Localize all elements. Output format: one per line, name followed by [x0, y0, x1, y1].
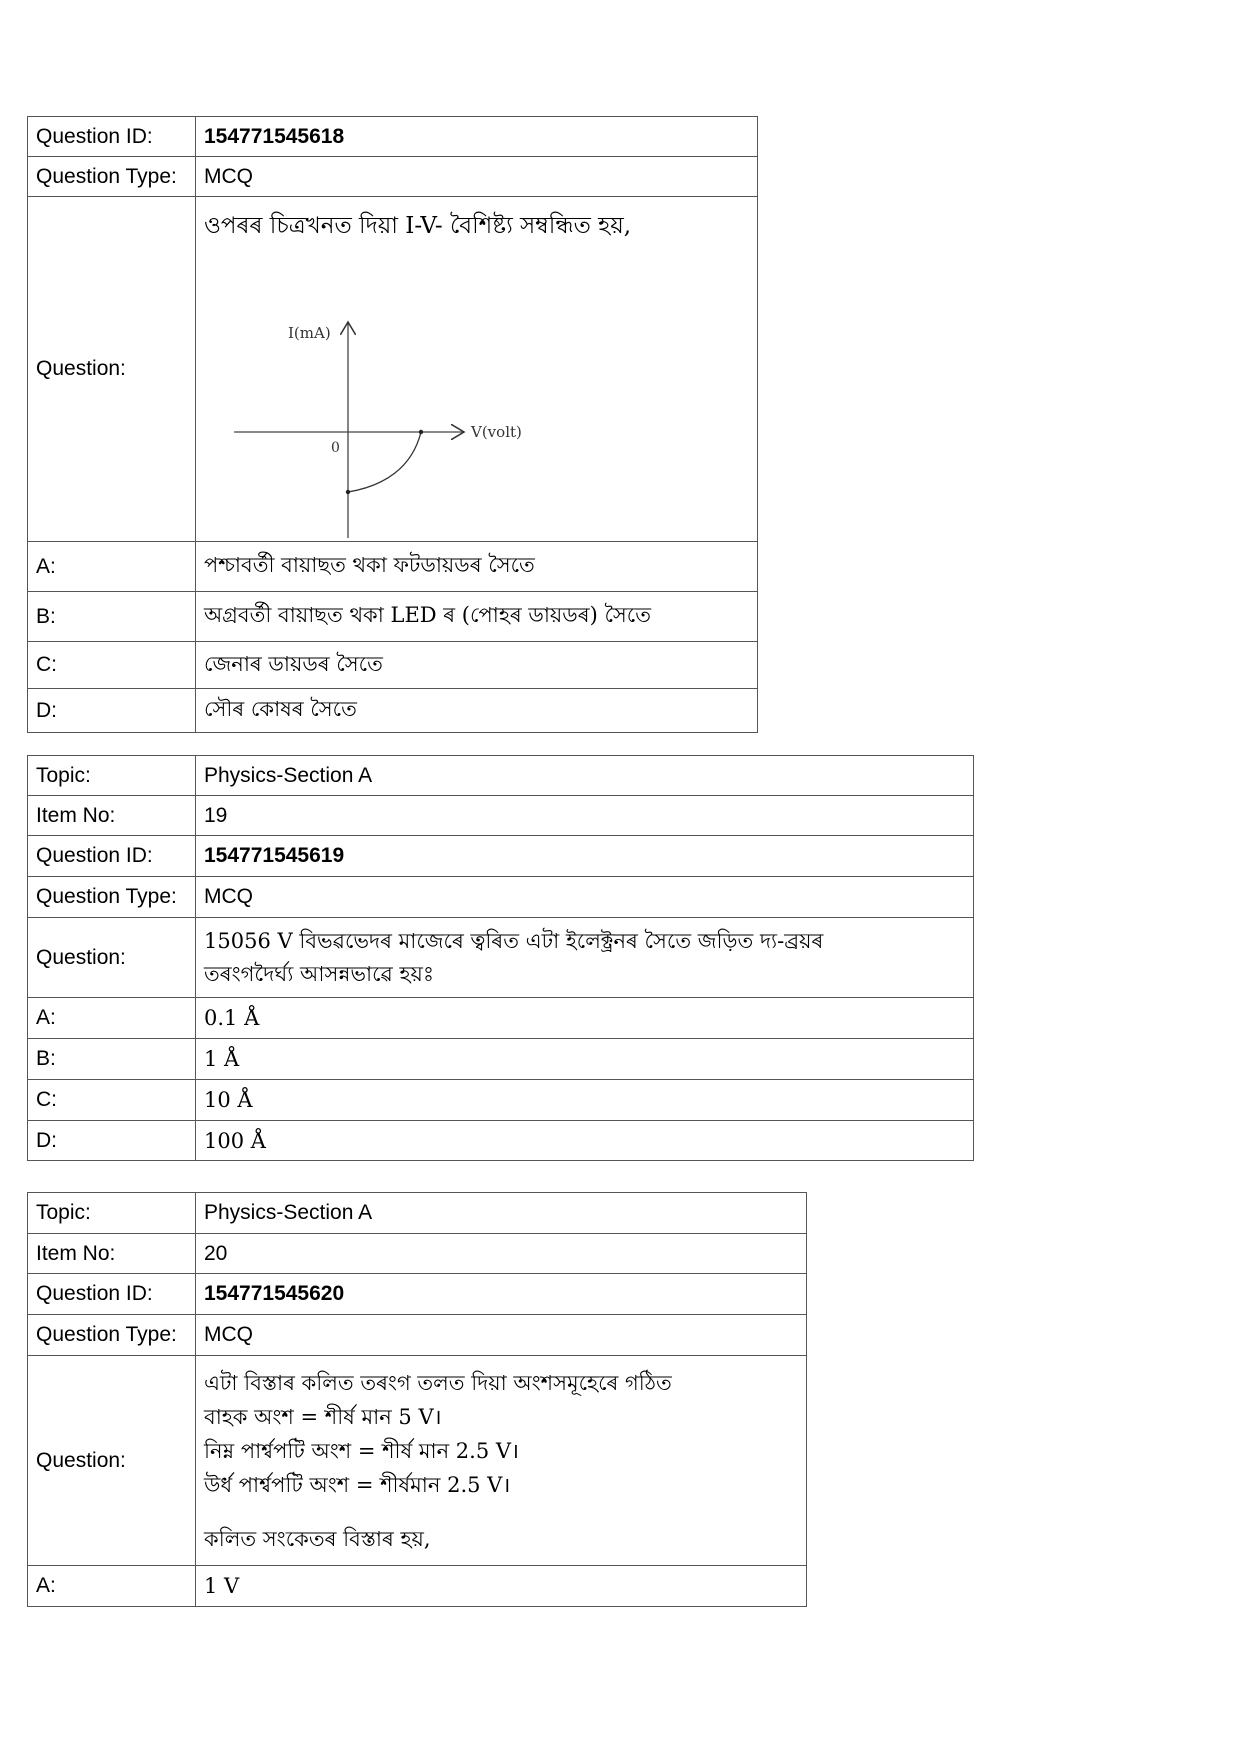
option-label-d: D: [28, 689, 196, 733]
question-line: বাহক অংশ = শীৰ্ষ মান 5 V। [204, 1404, 442, 1429]
question-type-value: MCQ [196, 1315, 807, 1356]
question-text: ওপৰৰ চিত্ৰখনত দিয়া I-V- বৈশিষ্ট্য সম্বন্ধিত হয়, [204, 213, 632, 239]
option-text-b: 1 Å [196, 1039, 974, 1080]
spacer [204, 1502, 798, 1522]
question-type-label: Question Type: [28, 157, 196, 197]
question-table-20 [27, 1192, 807, 1607]
curve-start-point [346, 490, 350, 494]
iv-curve [348, 432, 421, 492]
question-type-label: Question Type: [28, 1315, 196, 1356]
origin-label: 0 [331, 440, 340, 456]
topic-value: Physics-Section A [196, 1193, 807, 1234]
question-line: উৰ্ধ পাৰ্শ্বপটি অংশ = শীৰ্ষমান 2.5 V। [204, 1472, 511, 1497]
option-label-a: A: [28, 542, 196, 592]
question-type-value: MCQ [196, 877, 974, 918]
item-no-label: Item No: [28, 796, 196, 836]
topic-label: Topic: [28, 1193, 196, 1234]
option-label-c: C: [28, 1080, 196, 1121]
item-no-value: 19 [196, 796, 974, 836]
curve-end-point [419, 430, 423, 434]
option-label-b: B: [28, 1039, 196, 1080]
x-axis-label: V(volt) [471, 423, 522, 441]
option-label-a: A: [28, 1566, 196, 1607]
question-table-19 [27, 755, 974, 1161]
question-cell [196, 1356, 807, 1566]
question-type-value: MCQ [196, 157, 758, 197]
question-line: এটা বিস্তাৰ কলিত তৰংগ তলত দিয়া অংশসমূহেৰে গঠিত [204, 1370, 672, 1395]
y-axis-label: I(mA) [288, 324, 331, 342]
question-id-label: Question ID: [28, 1274, 196, 1315]
question-id-label: Question ID: [28, 117, 196, 157]
question-line: তৰংগদৈৰ্ঘ্য আসন্নভাৱে হয়ঃ [204, 961, 435, 986]
question-id-value: 154771545618 [196, 117, 758, 157]
question-cell [196, 918, 974, 998]
question-label: Question: [28, 918, 196, 998]
question-id-value: 154771545619 [196, 836, 974, 877]
question-cell [196, 197, 758, 542]
option-text-c: জেনাৰ ডায়ডৰ সৈতে [196, 642, 758, 689]
option-label-b: B: [28, 592, 196, 642]
topic-label: Topic: [28, 756, 196, 796]
question-id-value: 154771545620 [196, 1274, 807, 1315]
question-line: কলিত সংকেতৰ বিস্তাৰ হয়, [204, 1526, 431, 1551]
question-label: Question: [28, 197, 196, 542]
option-label-c: C: [28, 642, 196, 689]
option-text-b: অগ্ৰবৰ্তী বায়াছত থকা LED ৰ (পোহৰ ডায়ডৰ) সৈতে [196, 592, 758, 642]
question-label: Question: [28, 1356, 196, 1566]
question-id-label: Question ID: [28, 836, 196, 877]
question-type-label: Question Type: [28, 877, 196, 918]
option-text-a: 0.1 Å [196, 998, 974, 1039]
option-text-a: পশ্চাবৰ্তী বায়াছত থকা ফটডায়ডৰ সৈতে [196, 542, 758, 592]
option-text-d: সৌৰ কোষৰ সৈতে [196, 689, 758, 733]
option-label-a: A: [28, 998, 196, 1039]
item-no-label: Item No: [28, 1234, 196, 1274]
option-text-a: 1 V [196, 1566, 807, 1607]
option-label-d: D: [28, 1121, 196, 1161]
topic-value: Physics-Section A [196, 756, 974, 796]
option-text-d: 100 Å [196, 1121, 974, 1161]
question-line: নিম্ন পাৰ্শ্বপটি অংশ = শীৰ্ষ মান 2.5 V। [204, 1438, 519, 1463]
iv-characteristic-graph [204, 246, 544, 541]
question-line: 15056 V বিভৱভেদৰ মাজেৰে ত্বৰিত এটা ইলেক্ট্ৰনৰ সৈতে জড়িত দ্য-ব্ৰয়ৰ [204, 928, 824, 953]
item-no-value: 20 [196, 1234, 807, 1274]
question-table-18 [27, 116, 758, 733]
option-text-c: 10 Å [196, 1080, 974, 1121]
